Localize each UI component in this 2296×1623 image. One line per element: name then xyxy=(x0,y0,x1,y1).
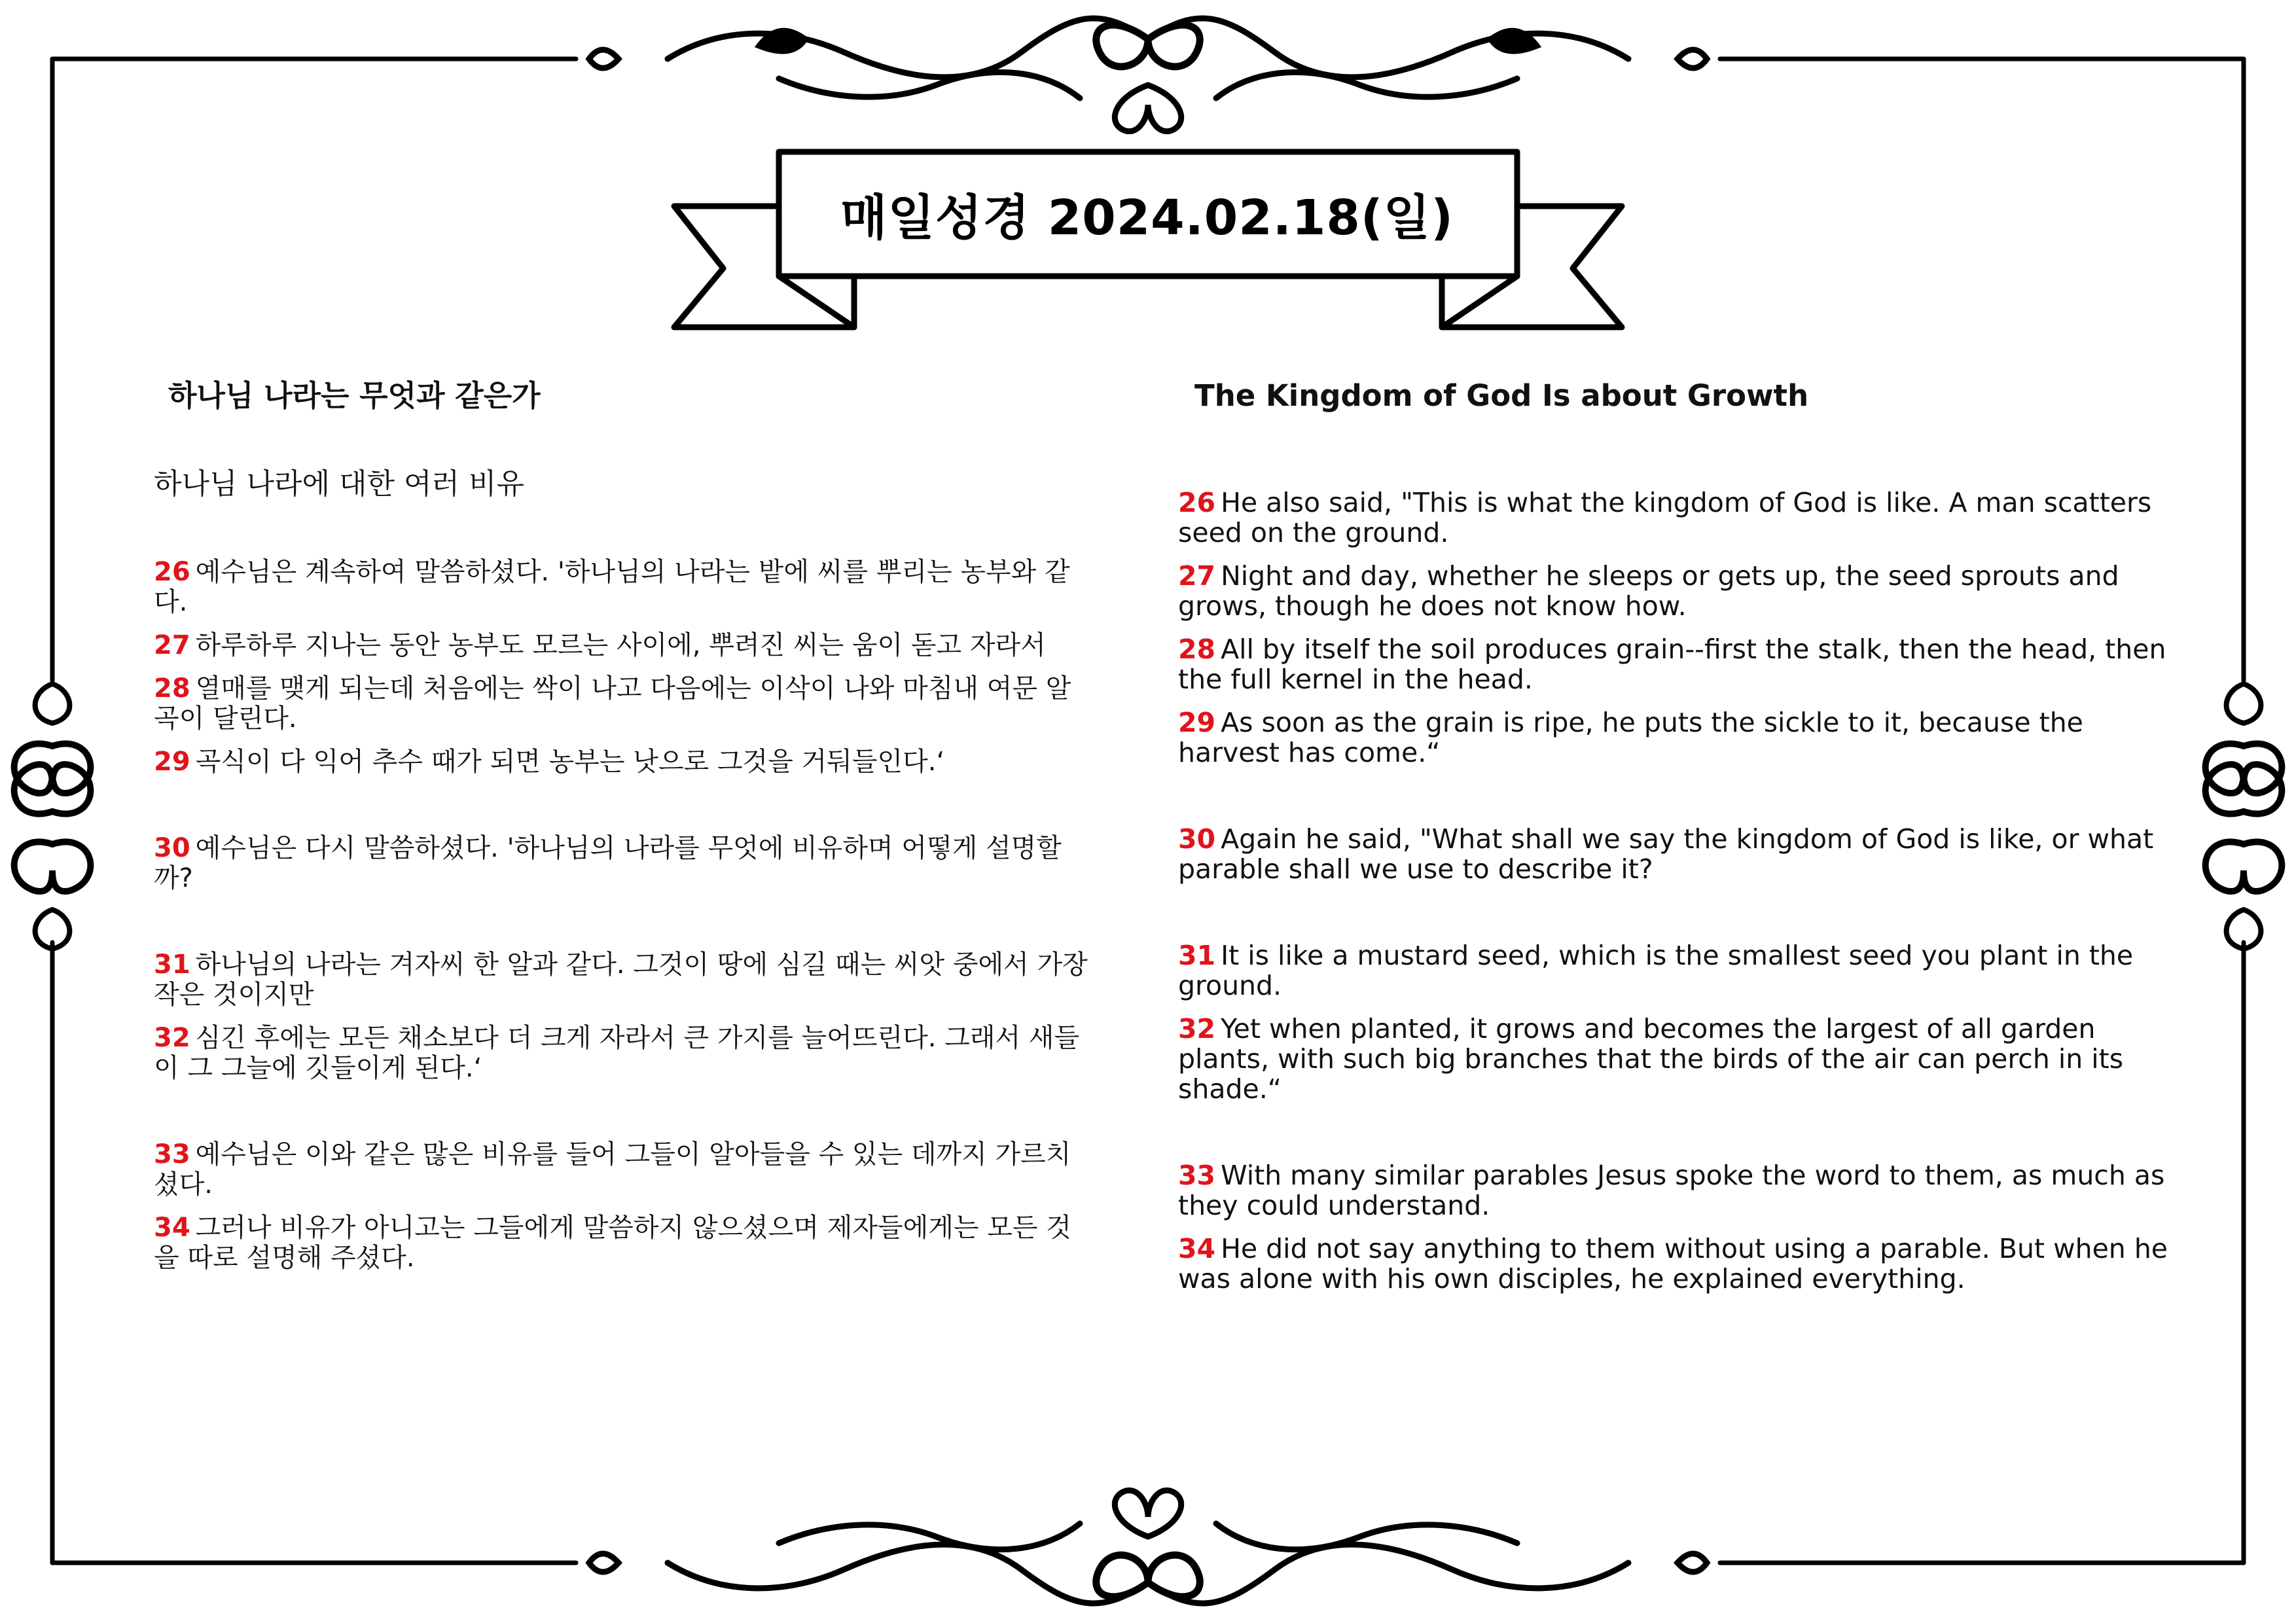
verse-text: 예수님은 이와 같은 많은 비유를 들어 그들이 알아들을 수 있는 데까지 가르치셨다. xyxy=(154,1139,1071,1200)
verse-text: With many similar parables Jesus spoke the word to them, as much as they could understand. xyxy=(1178,1160,2165,1221)
verse-ko-32 xyxy=(154,1023,1090,1083)
verse-number: 27 xyxy=(1178,560,1216,592)
verse-ko-27 xyxy=(154,630,1090,660)
top-ornament xyxy=(589,18,1707,132)
verse-text: All by itself the soil produces grain--first the stalk, then the head, then the full kernel in the head. xyxy=(1178,633,2166,695)
verse-ko-29 xyxy=(154,747,1090,777)
verse-number: 30 xyxy=(154,833,190,863)
verse-number: 33 xyxy=(154,1139,190,1169)
verse-text: It is like a mustard seed, which is the smallest seed you plant in the ground. xyxy=(1178,940,2134,1001)
verse-number: 31 xyxy=(1178,940,1216,971)
verse-number: 28 xyxy=(154,673,190,704)
verse-text: 곡식이 다 익어 추수 때가 되면 농부는 낫으로 그것을 거둬들인다.‘ xyxy=(195,747,945,777)
verse-text: 예수님은 계속하여 말씀하셨다. '하나님의 나라는 밭에 씨를 뿌리는 농부와 같다. xyxy=(154,557,1070,617)
english-body xyxy=(1178,488,2173,1294)
verse-text: Night and day, whether he sleeps or gets up, the seed sprouts and grows, though he does not know how. xyxy=(1178,560,2119,622)
verse-number: 26 xyxy=(154,557,190,587)
verse-ko-28 xyxy=(154,673,1090,734)
verse-en-33 xyxy=(1178,1160,2173,1221)
verse-en-27 xyxy=(1178,561,2173,621)
page-title: 매일성경 2024.02.18(일) xyxy=(840,190,1454,246)
verse-ko-34 xyxy=(154,1213,1090,1273)
verse-number: 33 xyxy=(1178,1160,1216,1191)
verse-number: 30 xyxy=(1178,823,1216,855)
verse-number: 32 xyxy=(154,1023,190,1053)
verse-en-26 xyxy=(1178,488,2173,548)
verse-en-31 xyxy=(1178,940,2173,1001)
verse-number: 29 xyxy=(1178,707,1216,738)
verse-number: 26 xyxy=(1178,487,1216,518)
verse-en-34 xyxy=(1178,1234,2173,1294)
verse-text: 하나님의 나라는 겨자씨 한 알과 같다. 그것이 땅에 심길 때는 씨앗 중에서 가장 작은 것이지만 xyxy=(154,950,1088,1010)
verse-number: 32 xyxy=(1178,1013,1216,1044)
verse-number: 29 xyxy=(154,747,190,777)
english-heading: The Kingdom of God Is about Growth xyxy=(1194,378,1809,413)
verse-number: 28 xyxy=(1178,633,1216,665)
verse-en-30 xyxy=(1178,824,2173,884)
bottom-ornament xyxy=(589,1490,1707,1603)
verse-ko-30 xyxy=(154,833,1090,893)
verse-text: 예수님은 다시 말씀하셨다. '하나님의 나라를 무엇에 비유하며 어떻게 설명할까? xyxy=(154,833,1062,893)
left-ornament xyxy=(14,684,91,949)
korean-column xyxy=(154,376,1090,1273)
verse-en-32 xyxy=(1178,1014,2173,1104)
korean-heading: 하나님 나라는 무엇과 같은가 xyxy=(168,378,541,413)
right-ornament xyxy=(2206,684,2282,949)
verse-text: As soon as the grain is ripe, he puts the sickle to it, because the harvest has come.“ xyxy=(1178,707,2083,768)
verse-en-29 xyxy=(1178,707,2173,768)
verse-number: 27 xyxy=(154,630,190,660)
verse-number: 34 xyxy=(1178,1233,1216,1264)
verse-ko-26 xyxy=(154,557,1090,617)
verse-text: 그러나 비유가 아니고는 그들에게 말씀하지 않으셨으며 제자들에게는 모든 것을 따로 설명해 주셨다. xyxy=(154,1213,1071,1273)
korean-subheading: 하나님 나라에 대한 여러 비유 xyxy=(154,467,524,501)
verse-text: He did not say anything to them without using a parable. But when he was alone with his own disciples, he explained everything. xyxy=(1178,1233,2168,1294)
verse-text: 하루하루 지나는 동안 농부도 모르는 사이에, 뿌려진 씨는 움이 돋고 자라서 xyxy=(195,630,1046,660)
verse-ko-31 xyxy=(154,950,1090,1010)
english-column xyxy=(1178,376,2173,1294)
verse-text: Again he said, "What shall we say the kingdom of God is like, or what parable shall we use to describe it? xyxy=(1178,823,2154,885)
verse-text: 열매를 맺게 되는데 처음에는 싹이 나고 다음에는 이삭이 나와 마침내 여문 알곡이 달린다. xyxy=(154,673,1071,734)
verse-text: Yet when planted, it grows and becomes the largest of all garden plants, with such big branches that the birds of the air can perch in its shade.“ xyxy=(1178,1013,2124,1105)
verse-en-28 xyxy=(1178,634,2173,694)
verse-text: 심긴 후에는 모든 채소보다 더 크게 자라서 큰 가지를 늘어뜨린다. 그래서 새들이 그 그늘에 깃들이게 된다.‘ xyxy=(154,1023,1080,1083)
verse-ko-33 xyxy=(154,1139,1090,1200)
verse-number: 34 xyxy=(154,1213,190,1243)
korean-body xyxy=(154,468,1090,1273)
verse-text: He also said, "This is what the kingdom of God is like. A man scatters seed on the ground. xyxy=(1178,487,2152,548)
verse-number: 31 xyxy=(154,950,190,980)
